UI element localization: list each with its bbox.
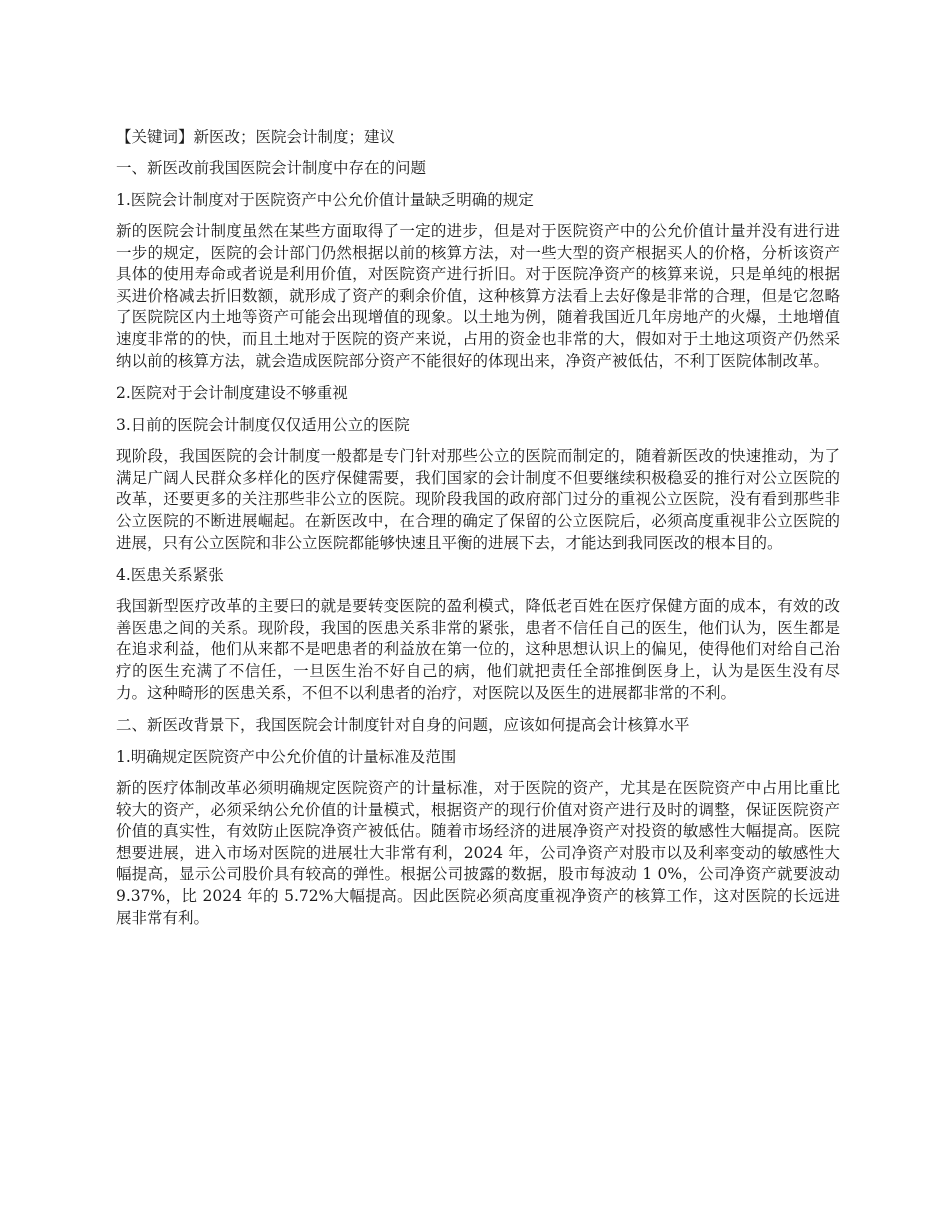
item-4-paragraph: 我国新型医疗改革的主要曰的就是要转变医院的盈利模式，降低老百姓在医疗保健方面的成本，有效的改善医患之间的关系。现阶段，我国的医患关系非常的紧张，患者不信任自己的医生，他们认为，医生都是在追求利益，他们从来都不是吧患者的利益放在第一位的，这种思想认识上的偏见，使得他们对给自己治疗的医生充满了不信任，一旦医生治不好自己的病，他们就把责任全部推倒医身上，认为是医生没有尽力。这种畸形的医患关系，不但不以利患者的治疗，对医院以及医生的进展都非常的不利。 [116,597,840,702]
item-5-heading: 1.明确规定医院资产中公允价值的计量标准及范围 [116,748,457,767]
item-1-heading: 1.医院会计制度对于医院资产中公允价值计量缺乏明确的规定 [116,191,534,209]
item-4-heading: 4.医患关系紧张 [116,566,224,585]
item-3-paragraph: 现阶段，我国医院的会计制度一般都是专门针对那些公立的医院而制定的，随着新医改的快速推动，为了满足广阔人民群众多样化的医疗保健需要，我们国家的会计制度不但要继续积极稳妥的推行对公立医院的改革，还要更多的关注那些非公立的医院。现阶段我国的政府部门过分的重视公立医院，没有看到那些非公立医院的不断进展崛起。在新医改中，在合理的确定了保留的公立医院后，必须高度重视非公立医院的进展，只有公立医院和非公立医院都能够快速且平衡的进展下去，才能达到我同医改的根本目的。 [116,447,840,552]
item-3-heading: 3.日前的医院会计制度仅仅适用公立的医院 [116,416,410,435]
item-2-heading: 2.医院对于会计制度建设不够重视 [116,384,348,403]
keywords-line: 【关键词】新医改；医院会计制度；建议 [116,128,396,146]
section-1-heading: 一、新医改前我国医院会计制度中存在的问题 [116,159,427,177]
document-page [116,126,840,939]
item-5-paragraph: 新的医疗体制改革必须明确规定医院资产的计量标准，对于医院的资产，尤其是在医院资产中占用比重比较大的资产，必须采纳公允价值的计量模式，根据资产的现行价值对资产进行及时的调整，保证医院资产价值的真实性，有效防止医院净资产被低估。随着市场经济的进展净资产对投资的敏感性大幅提高。医院想要进展，进入市场对医院的进展壮大非常有利，2024 年，公司净资产对股市以及利率变动的敏感性大幅提高，显示公司股价具有较高的弹性。根据公司披露的数据，股市每波动 1 0%，公司净资产就要波动 9.37%，比 2024 年的 5.72%大幅提高。因此医院必须高度重视净资产的核算工作，这对医院的长远进展非常有利。 [116,779,840,927]
item-1-paragraph: 新的医院会计制度虽然在某些方面取得了一定的进步，但是对于医院资产中的公允价值计量并没有进行进一步的规定，医院的会计部门仍然根据以前的核算方法，对一些大型的资产根据买人的价格，分析该资产具体的使用寿命或者说是利用价值，对医院资产进行折旧。对于医院净资产的核算来说，只是单纯的根据买进价格减去折旧数额，就形成了资产的剩余价值，这种核算方法看上去好像是非常的合理，但是它忽略了医院院区内土地等资产可能会出现增值的现象。以土地为例，随着我国近几年房地产的火爆，土地增值速度非常的的快，而且土地对于医院的资产来说，占用的资金也非常的大，假如对于土地这项资产仍然采纳以前的核算方法，就会造成医院部分资产不能很好的体现出来，净资产被低估，不利丁医院体制改革。 [116,222,840,370]
section-2-heading: 二、新医改背景下，我国医院会计制度针对自身的问题，应该如何提高会计核算水平 [116,716,690,735]
